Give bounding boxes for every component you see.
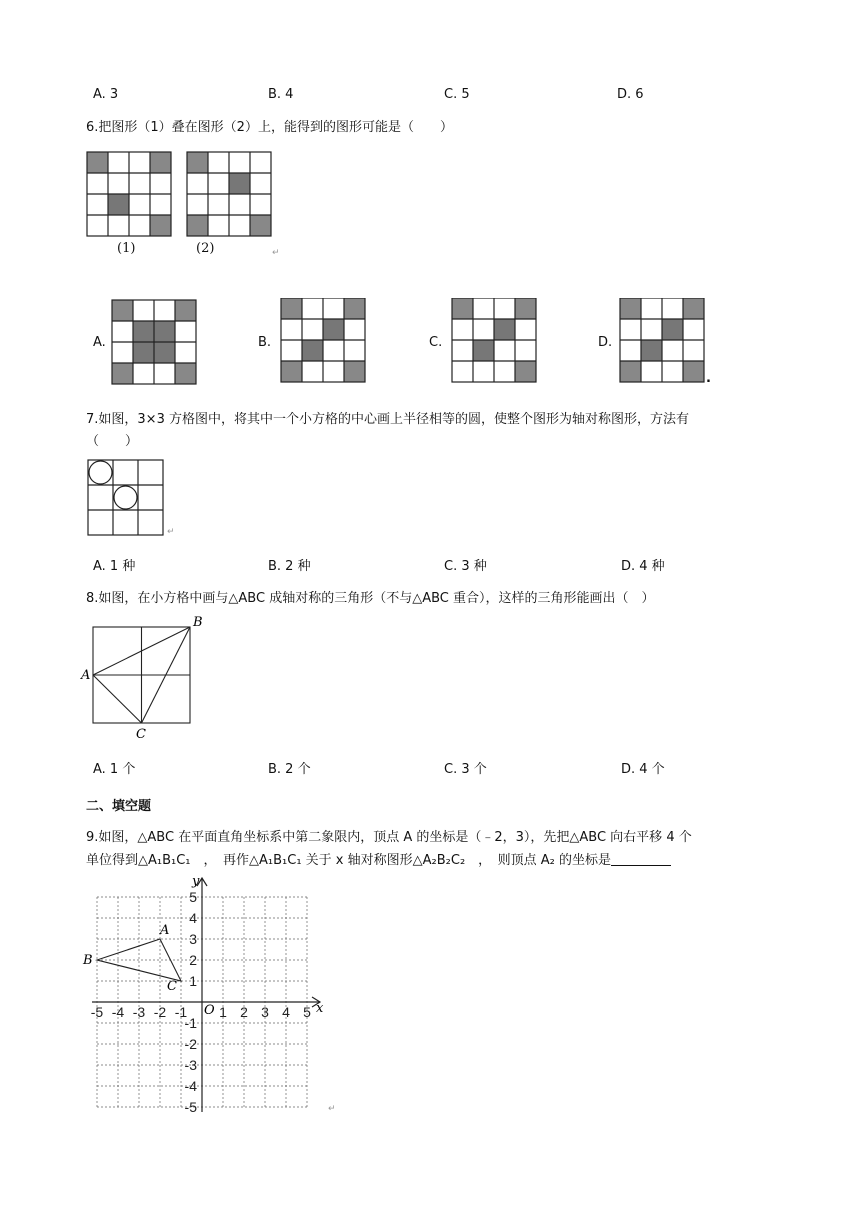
q9-x-tick: -1 (174, 1004, 188, 1020)
q6-figure-1 (87, 152, 171, 236)
q5-option-b: B. 4 (268, 87, 294, 102)
q9-x-tick: -4 (111, 1004, 125, 1020)
q6-figure-2-caption: (2) (196, 241, 215, 256)
q9-x-tick: 4 (282, 1004, 290, 1020)
q5-option-c: C. 5 (444, 87, 470, 102)
q7-option-c: C. 3 种 (444, 559, 487, 574)
q9-point-a: A (160, 923, 170, 938)
q9-point-c: C (167, 979, 177, 994)
q6-figures (86, 150, 276, 262)
q8-option-b: B. 2 个 (268, 762, 311, 777)
q8-figure (80, 616, 210, 744)
q9-y-tick: -3 (184, 1057, 197, 1073)
q9-x-tick: -3 (132, 1004, 146, 1020)
q9-y-tick: 4 (189, 910, 197, 926)
q8-label-a: A (81, 668, 91, 683)
q9-y-label: y (192, 874, 200, 889)
q8-side-ac (93, 675, 142, 723)
q9-answer-blank[interactable] (611, 851, 671, 866)
q6-return-mark: ↵ (272, 248, 280, 258)
q9-x-label: x (316, 1001, 324, 1016)
q7-circle-2 (114, 486, 137, 509)
q9-y-tick: -1 (184, 1015, 197, 1031)
q8-option-c: C. 3 个 (444, 762, 487, 777)
q8-option-d: D. 4 个 (621, 762, 665, 777)
q8-option-a: A. 1 个 (93, 762, 136, 777)
q9-return-mark: ↵ (328, 1104, 336, 1114)
q7-option-b: B. 2 种 (268, 559, 311, 574)
q6-option-d-grid (620, 298, 704, 382)
q6-option-grids (110, 298, 710, 388)
q7-stem-line1: 7.如图，3×3 方格图中，将其中一个小方格的中心画上半径相等的圆，使整个图形为轴对称图形，方法有 (86, 412, 689, 427)
q6-option-a: A. (93, 335, 106, 350)
q7-circle-1 (89, 461, 112, 484)
q6-option-b-grid (281, 298, 365, 382)
q9-point-b: B (83, 953, 93, 968)
q6-option-c: C. (429, 335, 443, 350)
q5-option-d: D. 6 (617, 87, 644, 102)
q9-y-tick: 1 (189, 973, 197, 989)
q9-y-tick: -4 (184, 1078, 197, 1094)
q7-option-a: A. 1 种 (93, 559, 136, 574)
q7-return-mark: ↵ (167, 527, 175, 537)
q6-stem: 6.把图形（1）叠在图形（2）上，能得到的图形可能是（ ） (86, 120, 453, 135)
q9-x-tick: -5 (90, 1004, 104, 1020)
q8-stem: 8.如图，在小方格中画与△ABC 成轴对称的三角形（不与△ABC 重合），这样的三角形能画出（ ） (86, 591, 655, 606)
q6-option-c-grid (452, 298, 536, 382)
q9-y-tick: -5 (184, 1099, 197, 1115)
q6-figure-1-caption: (1) (117, 241, 136, 256)
q6-trailing-dot: . (706, 371, 711, 386)
q6-option-a-grid (112, 300, 196, 384)
q9-y-tick: -2 (184, 1036, 197, 1052)
q6-option-b: B. (258, 335, 272, 350)
q6-option-d: D. (598, 335, 613, 350)
q9-stem-text: 单位得到△A₁B₁C₁ ， 再作△A₁B₁C₁ 关于 x 轴对称图形△A₂B₂C₂ ， 则顶点 A₂ 的坐标是 (86, 853, 612, 868)
q9-y-tick: 2 (189, 952, 197, 968)
q8-label-b: B (193, 616, 203, 630)
q9-x-tick: 3 (261, 1004, 269, 1020)
q6-figure-2 (187, 152, 271, 236)
q9-coordinate-figure (80, 872, 340, 1122)
q7-figure (87, 459, 167, 539)
q9-x-tick: 2 (240, 1004, 248, 1020)
q7-option-d: D. 4 种 (621, 559, 665, 574)
q9-stem-line1: 9.如图，△ABC 在平面直角坐标系中第二象限内，顶点 A 的坐标是（﹣2，3），先把△ABC 向右平移 4 个 (86, 830, 692, 845)
q9-y-tick: 3 (189, 931, 197, 947)
q9-origin-label: O (204, 1003, 215, 1018)
q9-x-tick: -2 (153, 1004, 167, 1020)
section-title: 二、填空题 (86, 799, 152, 814)
q7-stem-line2: （ ） (86, 434, 139, 449)
q9-y-tick: 5 (189, 889, 197, 905)
q9-x-tick: 1 (219, 1004, 227, 1020)
q9-stem-line2 (86, 849, 671, 873)
q9-x-tick: 5 (303, 1004, 311, 1020)
q5-option-a: A. 3 (93, 87, 119, 102)
q8-label-c: C (136, 727, 146, 742)
